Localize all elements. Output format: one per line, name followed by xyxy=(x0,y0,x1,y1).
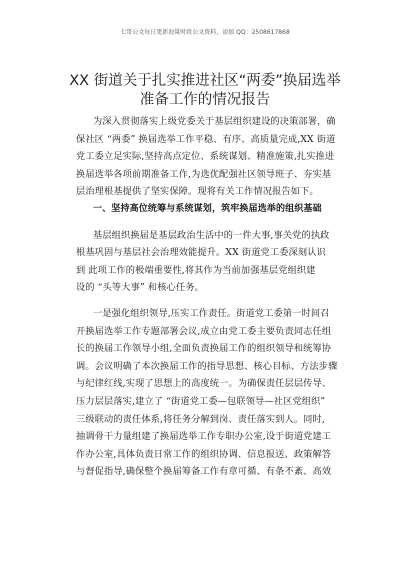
text-line: 换届选举各项前期准备工作,为选优配强社区领导班子、夯实基 xyxy=(76,168,332,180)
text-line: 调。会议明确了本次换届工作的指导思想、核心目标、方法步骤 xyxy=(76,360,338,372)
text-line: 与督促指导,确保整个换届筹备工作有章可循、有条不紊、高效 xyxy=(76,466,332,478)
text-line: 党工委立足实际,坚持高点定位、系统谋划、精准施策,扎实推进 xyxy=(76,151,335,163)
text-line: 一是强化组织领导,压实工作责任。街道党工委第一时间召 xyxy=(93,307,330,319)
title-line-1: XX 街道关于扎实推进社区“两委”换届选举 xyxy=(69,73,341,89)
title-line-2: 准备工作的情况报告 xyxy=(139,92,271,108)
text-line: 基层组织换届是基层政治生活中的一件大事,事关党的执政 xyxy=(93,229,330,241)
text-line: 抽调骨干力量组建了换届选举工作专职办公室,设于街道党建工 xyxy=(76,431,332,443)
text-line: 开换届选举工作专题部署会议,成立由党工委主要负责同志任组 xyxy=(76,325,332,337)
text-line: 设的 “头等大事” 和核心任务。 xyxy=(76,282,204,294)
text-line: 层治理根基提供了坚实保障。现将有关工作情况报告如下。 xyxy=(76,186,319,198)
section-heading: 一、坚持高位统筹与系统谋划，筑牢换届选举的组织基础 xyxy=(93,203,322,214)
text-line: 保社区 “两委” 换届选举工作平稳、有序、高质量完成,XX 街道 xyxy=(76,133,336,145)
text-line: 与纪律红线,实现了思想上的高度统一。为确保责任层层传导、 xyxy=(76,378,332,390)
text-line: 到 此项工作的极端重要性,将其作为当前加强基层党组织建 xyxy=(76,264,316,276)
text-line: 作办公室,具体负责日常工作的组织协调、信息报送、政策解答 xyxy=(76,448,332,460)
text-line: 三级联动的责任体系,将任务分解到岗、责任落实到人。同时, xyxy=(76,413,325,425)
text-line: 长的换届工作领导小组,全面负责换届工作的组织领导和统筹协 xyxy=(76,343,332,355)
text-line: 为深入贯彻落实上级党委关于基层组织建设的决策部署，确 xyxy=(93,116,336,127)
text-line: 根基巩固与基层社会治理效能提升。XX 街道党工委深刻认识 xyxy=(76,247,326,259)
text-line: 压力层层落实,建立了 “街道党工委—包联领导—社区党组织” xyxy=(76,395,326,407)
header-note: 七哥公文每日更新海量时政公文资料，添加 QQ：2508617868 xyxy=(120,29,290,36)
report-body xyxy=(76,113,344,481)
report-title xyxy=(60,72,350,110)
